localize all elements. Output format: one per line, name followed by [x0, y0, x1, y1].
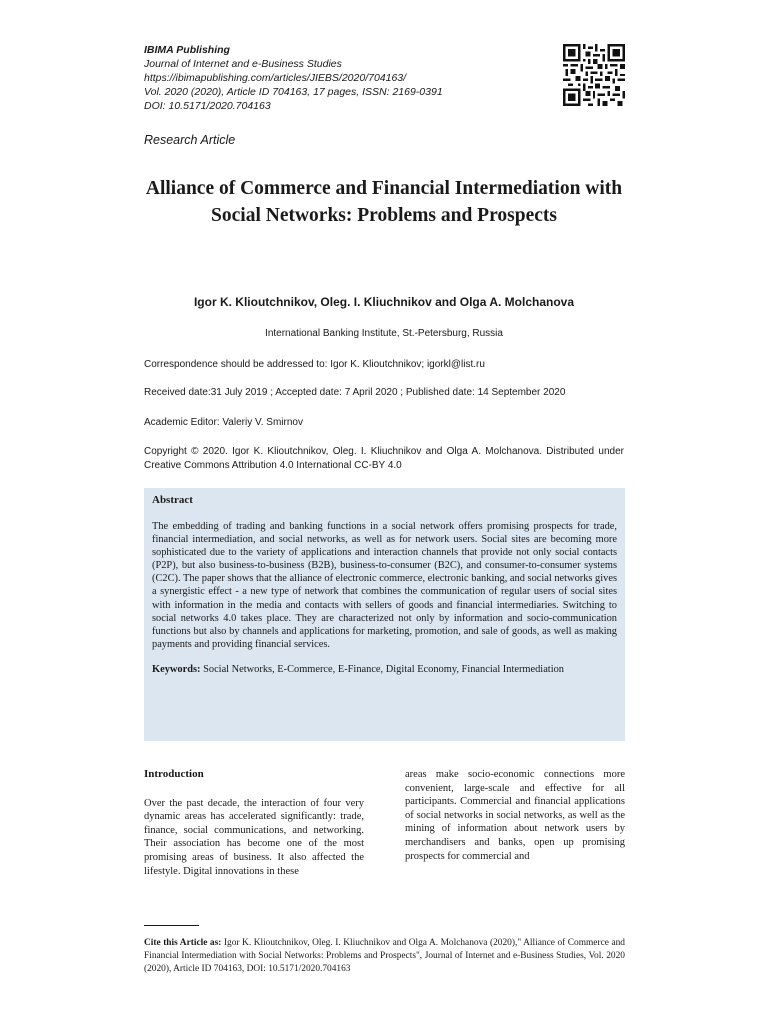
keywords-list: Social Networks, E-Commerce, E-Finance, Digital Economy, Financial Intermediation	[203, 663, 564, 675]
column-right	[405, 768, 625, 863]
abstract-heading: Abstract	[152, 494, 193, 506]
publisher-name: IBIMA Publishing	[144, 44, 230, 56]
article-url[interactable]: https://ibimapublishing.com/articles/JIEBS/2020/704163/	[144, 72, 407, 84]
qr-code-icon	[563, 44, 625, 106]
keywords-label: Keywords:	[152, 663, 201, 675]
introduction-heading: Introduction	[144, 768, 204, 780]
publication-dates: Received date:31 July 2019 ; Accepted date: 7 April 2020 ; Published date: 14 September 2020	[144, 387, 566, 398]
publication-header	[144, 43, 544, 113]
copyright-notice: Copyright © 2020. Igor K. Klioutchnikov, Oleg. I. Kliuchnikov and Olga A. Molchanova. Distributed under Creative Commons Attribution 4.0 International CC-BY 4.0	[144, 446, 624, 471]
citation-text: Igor K. Klioutchnikov, Oleg. I. Kliuchnikov and Olga A. Molchanova (2020)," Alliance of Commerce and Financial Intermediation with Social Networks: Problems and Prospects", Journal of Internet and e-Business Studies, Vol. 2020 (2020), Article ID 704163, DOI: 10.5171/2020.704163	[144, 938, 625, 974]
journal-name: Journal of Internet and e-Business Studies	[144, 58, 342, 70]
volume-info: Vol. 2020 (2020), Article ID 704163, 17 pages, ISSN: 2169-0391	[144, 86, 443, 98]
citation	[144, 937, 625, 976]
introduction-text-left: Over the past decade, the interaction of four very dynamic areas has accelerated significantly: trade, finance, social communications, and networking. Their association has become one of the most promising areas of business. It also affected the lifestyle. Digital innovations in these	[144, 797, 364, 877]
article-title: Alliance of Commerce and Financial Intermediation with Social Networks: Problems and Prospects	[145, 178, 623, 226]
article-type: Research Article	[144, 133, 236, 147]
abstract-text: The embedding of trading and banking functions in a social network offers promising prospects for trade, financial intermediation, and social networks, as well as for network users. Social sites are becoming more sophisticated due to the variety of applications and interaction channels that provide not only social contacts (P2P), but also business-to-business (B2B), business-to-consumer (B2C), and consumer-to-consumer systems (C2C). The paper shows that the alliance of electronic commerce, electronic banking, and social networks gives a synergistic effect - a new type of network that combines the communication of regular users of social sites with information in the media and contacts with sellers of goods and financial intermediaries. Switching to social networks 4.0 takes place. They are characterized not only by information and socio-communication functions but also by channels and applications for marketing, promotion, and sale of goods, as well as making payments and providing financial services.	[152, 521, 617, 650]
doi: DOI: 10.5171/2020.704163	[144, 100, 271, 112]
keywords	[152, 663, 617, 677]
introduction-text-right: areas make socio-economic connections more convenient, large-scale and effective for all participants. Commercial and financial applications of social networks in social networks, as well as the mining of information about network users by merchandisers and banks, open up promising prospects for commercial and	[405, 769, 625, 862]
abstract-box	[144, 488, 625, 741]
correspondence: Correspondence should be addressed to: Igor K. Klioutchnikov; igorkl@list.ru	[144, 359, 485, 370]
affiliation: International Banking Institute, St.-Petersburg, Russia	[265, 328, 503, 339]
academic-editor: Academic Editor: Valeriy V. Smirnov	[144, 417, 303, 428]
citation-label: Cite this Article as:	[144, 938, 222, 948]
column-left	[144, 768, 364, 878]
authors: Igor K. Klioutchnikov, Oleg. I. Kliuchnikov and Olga A. Molchanova	[193, 295, 575, 309]
footnote-divider	[144, 925, 199, 926]
